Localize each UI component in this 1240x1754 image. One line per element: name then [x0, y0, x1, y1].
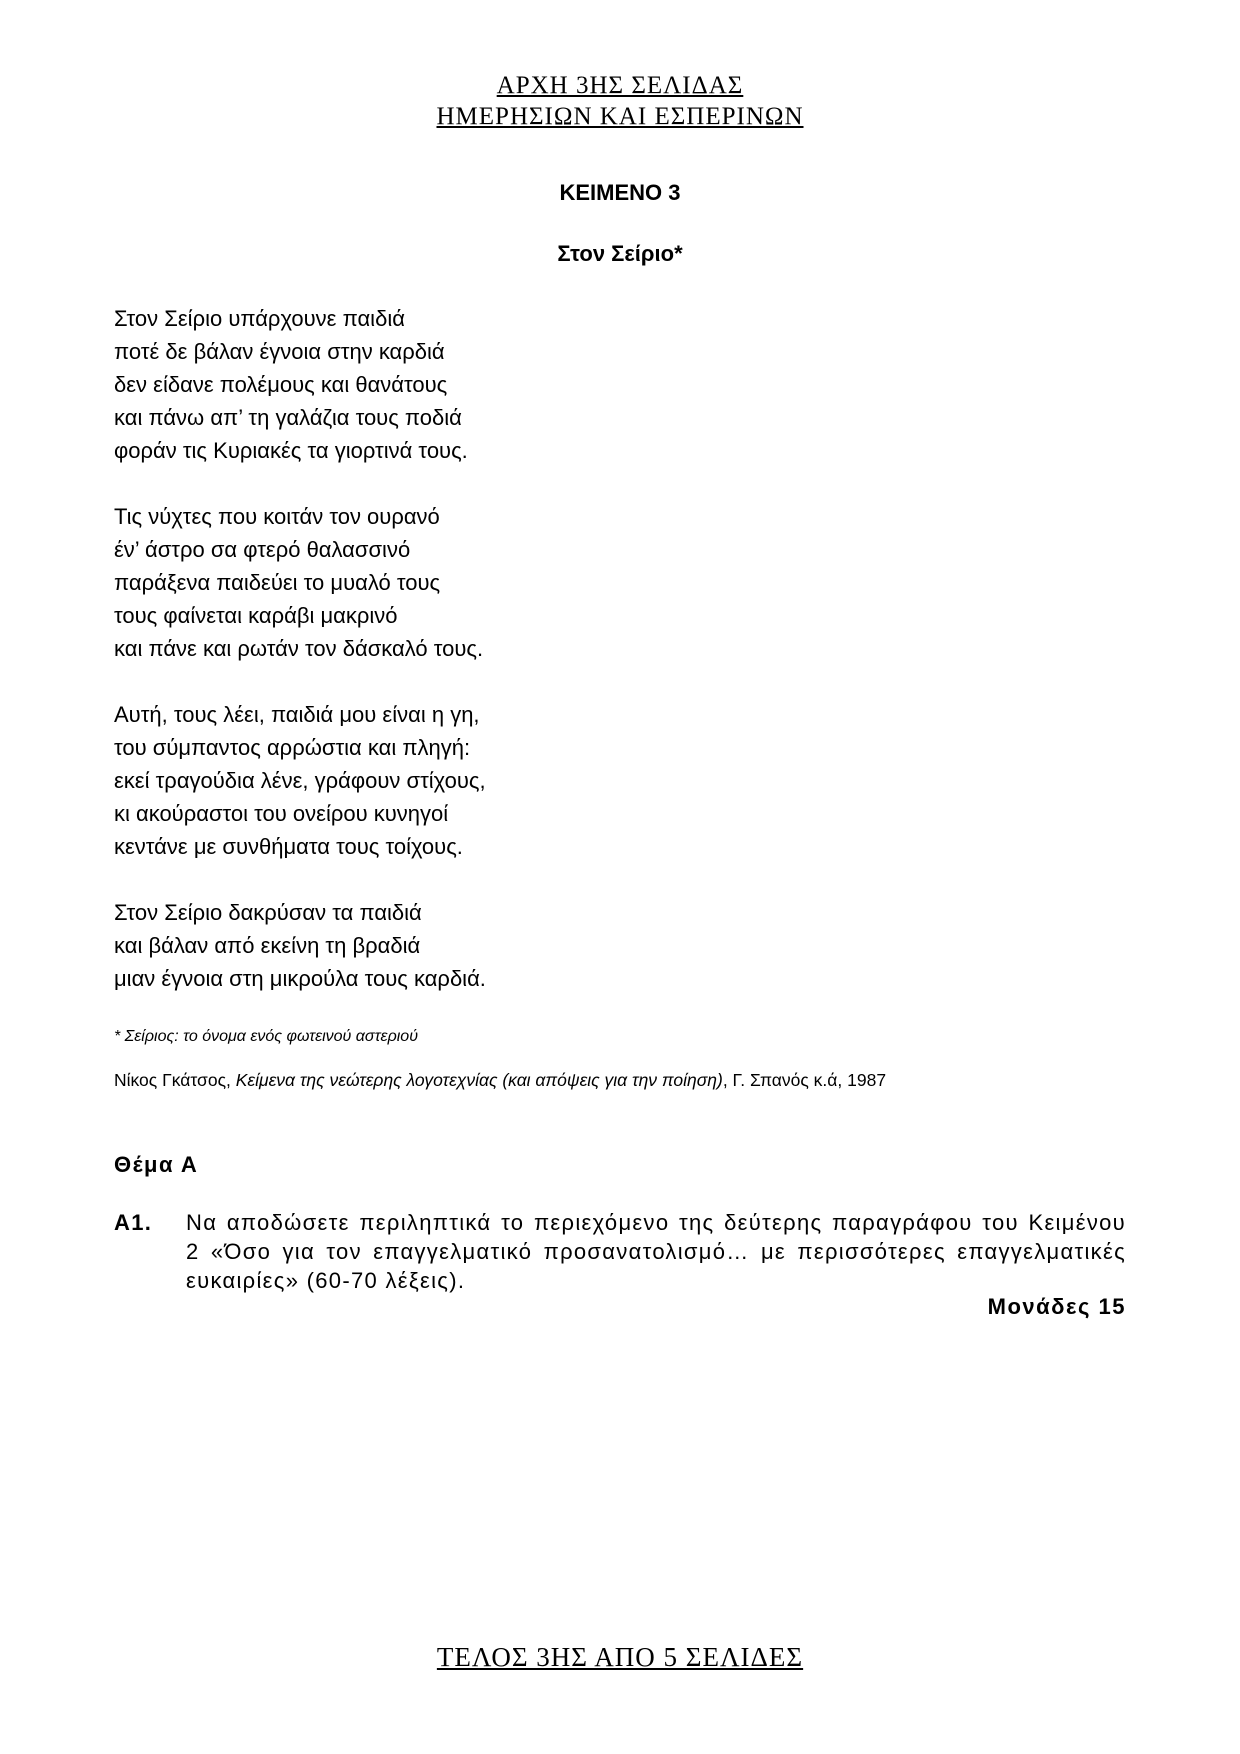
- poem-line: δεν είδανε πολέμους και θανάτους: [114, 372, 448, 397]
- poem-stanza: [114, 302, 486, 467]
- question-a1: [114, 1208, 1126, 1295]
- poem-line: εκεί τραγούδια λένε, γράφουν στίχους,: [114, 768, 486, 793]
- poem-line: παράξενα παιδεύει το μυαλό τους: [114, 570, 441, 595]
- question-number: Α1.: [114, 1210, 153, 1235]
- poem-stanza: [114, 500, 486, 665]
- poem-line: κεντάνε με συνθήματα τους τοίχους.: [114, 834, 463, 859]
- page-footer: ΤΕΛΟΣ 3ΗΣ ΑΠΟ 5 ΣΕΛΙΔΕΣ: [436, 1642, 804, 1672]
- poem-stanza: [114, 698, 486, 863]
- citation-author: Νίκος Γκάτσος,: [114, 1070, 236, 1090]
- page-header-line2: ΗΜΕΡΗΣΙΩΝ ΚΑΙ ΕΣΠΕΡΙΝΩΝ: [436, 103, 804, 130]
- poem: [114, 302, 486, 1028]
- poem-line: και πάνω απ’ τη γαλάζια τους ποδιά: [114, 405, 462, 430]
- citation-work: Κείμενα της νεώτερης λογοτεχνίας (και απόψεις για την ποίηση): [235, 1070, 723, 1090]
- poem-line: μιαν έγνοια στη μικρούλα τους καρδιά.: [114, 966, 486, 991]
- page-header-line1: ΑΡΧΗ 3ΗΣ ΣΕΛΙΔΑΣ: [496, 72, 744, 99]
- poem-line: Στον Σείριο υπάρχουνε παιδιά: [114, 306, 405, 331]
- poem-title: Στον Σείριο*: [557, 241, 683, 266]
- theme-heading: Θέμα Α: [114, 1152, 199, 1177]
- footnote: * Σείριος: το όνομα ενός φωτεινού αστεριού: [114, 1028, 418, 1045]
- citation-rest: , Γ. Σπανός κ.ά, 1987: [722, 1070, 887, 1090]
- question-text: Να αποδώσετε περιληπτικά το περιεχόμενο της δεύτερης παραγράφου του Κειμένου 2 «Όσο για τον επαγγελματικό προσανατολισμό… με περισσότερες επαγγελματικές ευκαιρίες» (60-70 λέξεις).: [186, 1210, 1126, 1293]
- poem-line: Αυτή, τους λέει, παιδιά μου είναι η γη,: [114, 702, 480, 727]
- poem-line: κι ακούραστοι του ονείρου κυνηγοί: [114, 801, 449, 826]
- poem-stanza: [114, 896, 486, 995]
- poem-line: φοράν τις Κυριακές τα γιορτινά τους.: [114, 438, 468, 463]
- citation: [114, 1070, 886, 1091]
- poem-line: και πάνε και ρωτάν τον δάσκαλό τους.: [114, 636, 484, 661]
- poem-line: και βάλαν από εκείνη τη βραδιά: [114, 933, 421, 958]
- question-marks: Μονάδες 15: [987, 1294, 1126, 1319]
- poem-line: έν’ άστρο σα φτερό θαλασσινό: [114, 537, 411, 562]
- poem-line: του σύμπαντος αρρώστια και πληγή:: [114, 735, 471, 760]
- poem-line: Στον Σείριο δακρύσαν τα παιδιά: [114, 900, 422, 925]
- poem-line: τους φαίνεται καράβι μακρινό: [114, 603, 398, 628]
- text-label: ΚΕΙΜΕΝΟ 3: [559, 180, 681, 205]
- poem-line: Τις νύχτες που κοιτάν τον ουρανό: [114, 504, 440, 529]
- poem-line: ποτέ δε βάλαν έγνοια στην καρδιά: [114, 339, 445, 364]
